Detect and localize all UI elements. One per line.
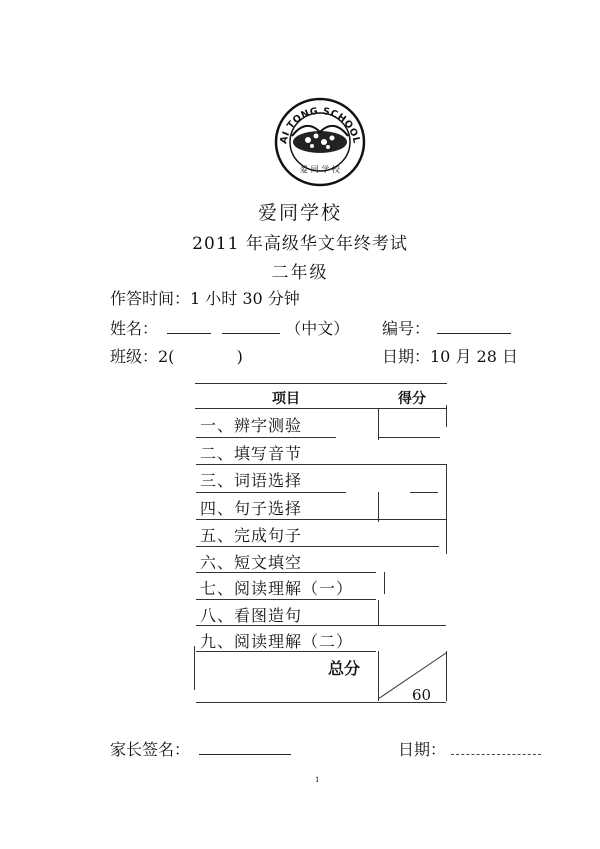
parent-sign-blank[interactable]	[199, 740, 291, 755]
name-blank-1[interactable]	[167, 319, 211, 334]
school-name: 爱同学校	[257, 202, 342, 224]
name-blank-2[interactable]	[222, 319, 280, 334]
item-5: 五、完成句子	[200, 526, 303, 545]
number-label: 编号：	[382, 319, 431, 338]
item-7: 七、阅读理解（一）	[200, 579, 354, 598]
class-label: 班级：2(	[110, 347, 175, 366]
item-6: 六、短文填空	[200, 553, 303, 572]
header-score: 得分	[398, 391, 426, 407]
item-9: 九、阅读理解（二）	[200, 632, 354, 651]
item-3: 三、词语选择	[200, 471, 303, 490]
school-logo	[272, 96, 368, 188]
grade-title: 二年级	[271, 263, 329, 283]
page-number: 1	[315, 776, 320, 784]
item-1: 一、辨字测验	[200, 416, 303, 435]
total-label: 总分	[328, 659, 361, 678]
name-row	[110, 316, 349, 339]
footer-date-label: 日期：	[398, 740, 447, 759]
logo-bottom-text: 爱 同 学 校	[300, 165, 340, 174]
logo-ring-text: AI TONG SCHOOL	[278, 105, 362, 145]
total-max: 60	[412, 686, 432, 704]
item-2: 二、填写音节	[200, 444, 303, 463]
class-close: )	[236, 347, 243, 366]
exam-date: 日期：10 月 28 日	[382, 347, 518, 366]
number-row	[382, 316, 511, 339]
item-4: 四、句子选择	[200, 499, 303, 518]
parent-sign-row	[110, 737, 291, 760]
footer-date-blank[interactable]	[451, 740, 541, 755]
chinese-note: （中文）	[285, 319, 350, 338]
footer-date-row	[398, 737, 541, 760]
name-label: 姓名：	[110, 319, 159, 338]
header-item: 项目	[272, 391, 300, 407]
parent-sign-label: 家长签名：	[110, 740, 191, 759]
exam-time: 作答时间：1 小时 30 分钟	[110, 289, 300, 308]
item-8: 八、看图造句	[200, 606, 303, 625]
class-row	[110, 344, 243, 367]
number-blank[interactable]	[437, 319, 511, 334]
exam-title: 2011 年高级华文年终考试	[192, 234, 408, 254]
